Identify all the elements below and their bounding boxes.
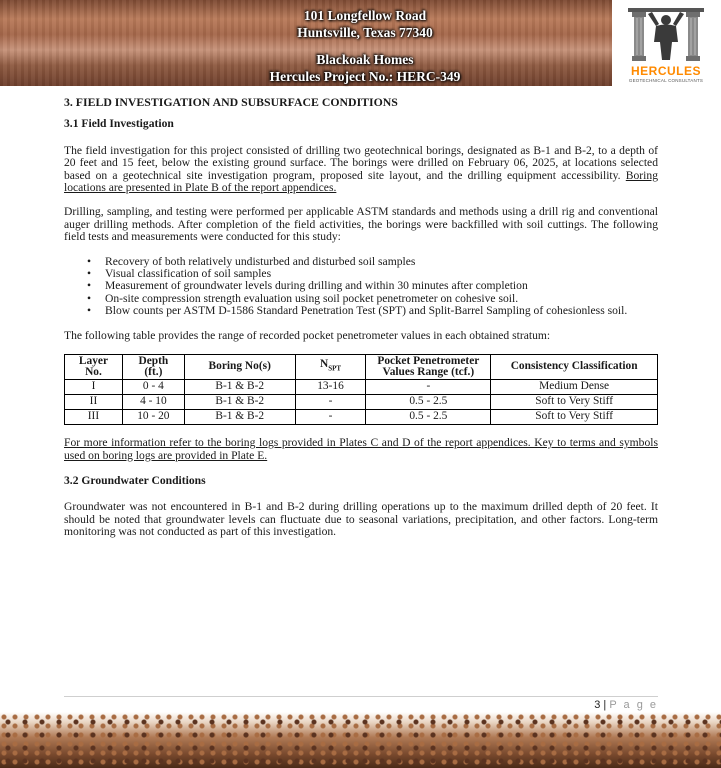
table-cell: II xyxy=(65,395,123,410)
table-row xyxy=(65,380,658,395)
header-pocket-penetrometer: Pocket Penetrometer Values Range (tcf.) xyxy=(366,355,491,380)
table-cell: I xyxy=(65,380,123,395)
header-banner xyxy=(0,0,612,86)
boring-locations-reference: Boring locations are presented in Plate B of the report appendices. xyxy=(64,168,658,195)
paragraph-table-intro: The following table provides the range of recorded pocket penetrometer values in each obtained stratum: xyxy=(64,328,551,342)
table-row xyxy=(65,395,658,410)
subsection-title-field-investigation: 3.1 Field Investigation xyxy=(64,117,174,131)
address-line-1: 101 Longfellow Road xyxy=(303,8,427,23)
table-cell: Soft to Very Stiff xyxy=(491,395,658,410)
header-nspt: $N_{SPT}$ xyxy=(295,355,366,380)
header-consistency: Consistency Classification xyxy=(491,355,658,380)
paragraph-groundwater: Groundwater was not encountered in B-1 and B-2 during drilling operations up to the maximum drilled depth of 20 feet. It should be noted that groundwater levels can fluctuate due to seasonal variations, precipitation, and other factors. Long-term monitoring was not conducted as part of this investigation. xyxy=(64,500,658,539)
list-item: • On-site compression strength evaluation using soil pocket penetrometer on cohesive soil. xyxy=(105,293,658,305)
report-body xyxy=(64,96,658,551)
table-cell: Soft to Very Stiff xyxy=(491,410,658,425)
table-cell: - xyxy=(295,395,366,410)
boring-logs-reference: For more information refer to the boring logs provided in Plates C and D of the report appendices. Key to terms and symbols used on boring logs are provided in Plate E. xyxy=(64,436,658,462)
table-cell: III xyxy=(65,410,123,425)
footer-divider xyxy=(64,696,658,697)
table-cell: - xyxy=(366,380,491,395)
list-item: • Recovery of both relatively undisturbed and disturbed soil samples xyxy=(105,256,658,268)
page-label: P a g e xyxy=(609,699,658,711)
subsection-title-groundwater: 3.2 Groundwater Conditions xyxy=(64,473,206,487)
table-header-row xyxy=(65,355,658,380)
table-cell: 10 - 20 xyxy=(122,410,184,425)
paragraph-field-investigation xyxy=(64,145,658,195)
header-boring: Boring No(s) xyxy=(184,355,295,380)
logo-wordmark: HERCULES xyxy=(630,64,701,78)
table-cell: B-1 & B-2 xyxy=(184,380,295,395)
page-number-value: 3 xyxy=(594,699,601,711)
list-item: • Visual classification of soil samples xyxy=(105,268,658,280)
penetrometer-table xyxy=(64,354,658,425)
table-cell: 4 - 10 xyxy=(122,395,184,410)
footer-soil-banner xyxy=(0,712,721,768)
list-item: • Measurement of groundwater levels during drilling and within 30 minutes after completion xyxy=(105,280,658,292)
table-cell: 0.5 - 2.5 xyxy=(366,395,491,410)
address-line-2: Huntsville, Texas 77340 xyxy=(297,25,433,40)
project-address xyxy=(0,7,721,41)
logo-tagline: GEOTECHNICAL CONSULTANTS xyxy=(628,78,704,83)
hercules-columns-icon xyxy=(626,6,706,64)
table-cell: B-1 & B-2 xyxy=(184,410,295,425)
page-separator: | xyxy=(600,699,610,711)
page-number xyxy=(560,699,658,711)
project-client xyxy=(0,51,721,85)
list-item: • Blow counts per ASTM D-1586 Standard Penetration Test (SPT) and Split-Barrel Sampling of cohesionless soil. xyxy=(105,305,658,317)
client-name: Blackoak Homes xyxy=(316,52,414,67)
project-number: Hercules Project No.: HERC-349 xyxy=(269,69,461,84)
table-cell: - xyxy=(295,410,366,425)
table-cell: 0 - 4 xyxy=(122,380,184,395)
paragraph-drilling: Drilling, sampling, and testing were performed per applicable ASTM standards and methods using a drill rig and conventional auger drilling methods. After completion of the field activities, the borings were backfilled with soil cuttings. The following field tests and measurements were conducted for this study: xyxy=(64,205,658,244)
table-cell: B-1 & B-2 xyxy=(184,395,295,410)
field-tests-list xyxy=(64,256,658,318)
paragraph-text: The field investigation for this project consisted of drilling two geotechnical borings, designated as B-1 and B-2, to a depth of 20 feet and 15 feet, below the existing ground surface. The borings were drilled on February 06, 2025, at locations selected based on a geotechnical site investigation program, proposed site layout, and the drilling equipment accessibility. xyxy=(64,143,658,182)
table-cell: 13-16 xyxy=(295,380,366,395)
table-cell: 0.5 - 2.5 xyxy=(366,410,491,425)
table-row xyxy=(65,410,658,425)
section-title: 3. FIELD INVESTIGATION AND SUBSURFACE CONDITIONS xyxy=(64,95,398,109)
company-logo xyxy=(616,6,716,86)
header-layer: Layer No. xyxy=(65,355,123,380)
header-depth: Depth (ft.) xyxy=(122,355,184,380)
table-cell: Medium Dense xyxy=(491,380,658,395)
